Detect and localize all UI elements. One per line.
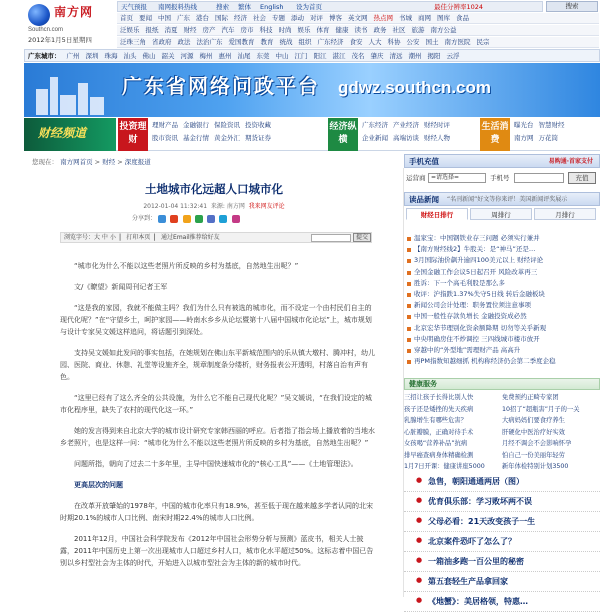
nav-item[interactable]: 娱乐 <box>297 26 311 34</box>
health-services-title: 健康服务 <box>409 380 437 388</box>
channel-link[interactable]: 产业经济 <box>393 121 419 129</box>
books-news-title: 读品新闻 <box>409 195 439 204</box>
font-size-control[interactable]: 浏览字号：大 中 小 <box>64 234 116 241</box>
nav-item[interactable]: 书城 <box>399 14 412 22</box>
ranking-tabs <box>404 208 600 220</box>
nav-item[interactable]: 民宗 <box>476 38 490 46</box>
channel-link[interactable]: 广东经济 <box>362 121 388 129</box>
list-item[interactable]: 温家宝：中国钢铁业存三问题 必须实行兼并 <box>404 234 600 245</box>
nav-item[interactable]: 经济 <box>234 14 247 22</box>
nav-item[interactable]: 对评 <box>310 14 323 22</box>
region-link[interactable]: 梅州 <box>199 52 213 60</box>
banner-title: 广东省网络问政平台 <box>122 74 320 98</box>
article-paragraph: 文/《瞭望》新闻周刊记者王军 <box>74 283 168 291</box>
channel-link[interactable]: 高端访谈 <box>393 134 419 142</box>
nav-item[interactable]: 中国 <box>158 14 171 22</box>
tab-weekly-ranking[interactable]: 周排行 <box>470 208 532 220</box>
mobile-recharge-form <box>404 170 600 188</box>
nav-item[interactable]: 省政府 <box>152 38 172 46</box>
quick-link[interactable]: 设为首页 <box>296 3 322 11</box>
main-nav <box>117 13 599 24</box>
region-link[interactable]: 韶关 <box>161 52 175 60</box>
article-body <box>60 260 376 578</box>
finance-channel-bar <box>24 118 600 151</box>
breadcrumb-prefix: 您现在： <box>32 158 58 166</box>
nav-item[interactable]: 国际 <box>215 14 228 22</box>
nav-item[interactable]: 法治广东 <box>196 38 223 46</box>
mobile-recharge-title: 手机充值 <box>409 157 439 166</box>
nav-item[interactable]: 房产 <box>202 26 216 34</box>
channel-link[interactable]: 智慧财经 <box>538 121 565 129</box>
nav-item[interactable]: 国土 <box>425 38 439 46</box>
region-link[interactable]: 揭阳 <box>427 52 441 60</box>
share-kaixin-icon[interactable] <box>195 215 203 223</box>
share-tencent-icon[interactable] <box>219 215 227 223</box>
nav-item[interactable]: 热点网 <box>373 14 393 22</box>
nav-item[interactable]: 读书 <box>354 26 368 34</box>
health-link[interactable]: 月经不调会不会影响怀孕 <box>502 440 572 447</box>
nav-item[interactable]: 财经 <box>183 26 197 34</box>
channel-link[interactable]: 万花筒 <box>538 134 558 142</box>
tab-monthly-ranking[interactable]: 月排行 <box>534 208 596 220</box>
nav-item[interactable]: 南方公益 <box>430 26 457 34</box>
email-input[interactable] <box>311 234 351 242</box>
comment-link[interactable]: 我来网友评论 <box>248 203 285 210</box>
channel-block-invest <box>118 118 318 151</box>
share-row <box>132 215 242 227</box>
operator-label: 运营商 <box>406 174 426 182</box>
phone-number-input[interactable] <box>514 173 564 183</box>
article-paragraph: 问题所指，朝向了过去二十多年里，主导中国快速城市化的“核心工具”——《土地管理法》。 <box>74 460 358 468</box>
share-more-icon[interactable] <box>232 215 240 223</box>
share-qzone-icon[interactable] <box>158 215 166 223</box>
nav-item[interactable]: 添动 <box>291 14 304 22</box>
region-link[interactable]: 深圳 <box>85 52 99 60</box>
list-item[interactable]: 北京宏华节理别化资余额降期 切勿等关乎新观 <box>404 324 600 335</box>
secondary-nav <box>117 25 599 36</box>
nav-item[interactable]: 科协 <box>387 38 401 46</box>
region-link[interactable]: 广州 <box>66 52 80 60</box>
recharge-button[interactable]: 充值 <box>568 172 596 184</box>
channel-label[interactable]: 生活消费 <box>480 118 510 151</box>
article-title: 土地城市化远超人口城市化 <box>145 182 283 196</box>
breadcrumb-sep: > <box>117 158 123 166</box>
list-item[interactable]: 中国一般性存款负增长 金融投资成必然 <box>404 312 600 323</box>
nav-item[interactable]: 体育 <box>316 26 330 34</box>
list-item[interactable]: 新闻公司会计处理：职务置位须注意事项 <box>404 301 600 312</box>
share-renren-icon[interactable] <box>183 215 191 223</box>
region-link[interactable]: 中山 <box>275 52 289 60</box>
health-link[interactable]: 10招了“超瓶害”月子的一关 <box>502 405 580 413</box>
breadcrumb-item[interactable]: 深度报道 <box>124 158 151 166</box>
region-link[interactable]: 珠海 <box>104 52 118 60</box>
article-meta <box>24 203 404 211</box>
right-sidebar <box>404 154 600 606</box>
article-paragraph: 支持吴文媛如此发问的事实包括，在她规划在佛山东平新城范围内的乐从镇大墩村、腾冲村，幼儿园、医院、商业、休憩、礼堂等设施齐全，规章制度条分缕析，财务报表公开透明，村落自治有声有色。 <box>60 349 375 381</box>
ad-link[interactable]: ● 第五套轻生产品拿回家 <box>404 572 600 592</box>
region-link[interactable]: 肇庆 <box>370 52 384 60</box>
finance-channel-logo[interactable] <box>24 118 116 151</box>
quick-link[interactable]: 南网报料热线 <box>158 3 197 11</box>
nav-item[interactable]: 旅游 <box>411 26 425 34</box>
mobile-recharge-header <box>404 154 600 168</box>
nav-item[interactable]: 科技 <box>259 26 273 34</box>
promo-banner[interactable] <box>24 63 600 117</box>
nav-item[interactable]: 英文网 <box>348 14 368 22</box>
share-douban-icon[interactable] <box>207 215 215 223</box>
health-link[interactable]: 乳腺增生有哪些危害？ <box>404 417 467 424</box>
nav-item[interactable]: 首页 <box>120 14 133 22</box>
nav-item[interactable]: 统战 <box>279 38 293 46</box>
health-link[interactable]: 免费预约正畸专家团 <box>502 394 559 401</box>
finance-channel-name: 财经频道 <box>38 126 87 140</box>
quick-link[interactable]: 繁体 <box>238 3 251 11</box>
region-link[interactable]: 佛山 <box>142 52 156 60</box>
article-paragraph: “城市化为什么不能以这些老照片所反映的乡村为基底，自然地生出呢？” <box>74 262 299 270</box>
health-link[interactable]: 大病妈妈们要食疗养生 <box>502 417 565 424</box>
region-link[interactable]: 汕尾 <box>237 52 251 60</box>
article-paragraph: “这里已经有了这么齐全的公共设施，为什么它不能自己现代化呢？”吴文媛说，“在我们设定的城市化程序里，缺失了农村的现代化这一环。” <box>60 394 372 414</box>
health-services-header <box>404 378 600 390</box>
health-link[interactable]: 三招让孩子长得比别人快 <box>404 394 474 401</box>
region-link[interactable]: 阳江 <box>313 52 327 60</box>
submit-button[interactable]: 提交 <box>353 233 371 242</box>
health-link[interactable]: 怕自己一份美丽年轻劳 <box>502 451 565 459</box>
channel-link[interactable]: 理财产品 <box>152 121 178 129</box>
nav-item[interactable]: 时尚 <box>278 26 292 34</box>
nav-item[interactable]: 政务 <box>373 26 387 34</box>
list-item[interactable]: 收评：沪指跌1.37%失守5日线 转后金融板块 <box>404 290 600 301</box>
region-link[interactable]: 江门 <box>294 52 308 60</box>
region-link[interactable]: 清远 <box>389 52 403 60</box>
health-link[interactable]: 心脏瓣膜，正确对待手术 <box>404 428 474 436</box>
health-link[interactable]: 排早癌查病身体精确检测 <box>404 451 474 459</box>
article-paragraph: “这是我的家园，我就不能做主吗？我们为什么只有被选的城市化，而不设定一个由村民们自主的现代化呢？”在“守望乡土，呵护家园——岭南水乡乡从论坛暨第十八届中国城市化论坛”上，城市规划与设计专家吴文媛这样追问，将话题引到深处。 <box>60 304 372 336</box>
nav-item[interactable]: 商网 <box>418 14 431 22</box>
health-link[interactable]: 1月7日开课：健康讲座5000 <box>404 463 485 470</box>
quick-links-bar <box>117 1 543 12</box>
quick-link[interactable]: 搜索 <box>216 3 229 11</box>
article-source: 来源: 南方网 <box>210 203 245 210</box>
region-bar <box>24 49 600 62</box>
channel-block-life <box>480 118 598 151</box>
header-date: 2012年1月5日星期四 <box>28 36 92 44</box>
article-paragraph: 在改革开放肇始的1978年，中国的城市化率只有18.9%，甚至低于现在越来越多学者认同的北宋时期20.1%的城市人口比例、南宋时期22.4%的城市人口比例。 <box>60 502 374 522</box>
nav-item[interactable]: 食品 <box>456 14 469 22</box>
channel-link[interactable]: 投资收藏 <box>245 121 271 129</box>
nav-item[interactable]: 教育 <box>260 38 274 46</box>
channel-link[interactable]: 曝光台 <box>514 121 534 129</box>
nav-item[interactable]: 健康 <box>335 26 349 34</box>
region-link[interactable]: 潮州 <box>408 52 422 60</box>
ad-link[interactable]: ● 急售，朝阳通通两居（图） <box>404 472 600 492</box>
ad-link[interactable]: ● 一箱油多跑一百公里的秘密 <box>404 552 600 572</box>
nav-item[interactable]: 图库 <box>437 14 450 22</box>
nav-item[interactable]: 公安 <box>406 38 420 46</box>
channel-link[interactable]: 保险资讯 <box>214 121 240 129</box>
nav-item[interactable]: 人大 <box>368 38 382 46</box>
channel-link[interactable]: 基金行情 <box>183 134 209 142</box>
quick-link[interactable]: 天气预报 <box>121 3 147 11</box>
nav-item[interactable]: 广东 <box>177 14 190 22</box>
text-ad-list <box>404 472 600 612</box>
quick-link: 最佳分辨率1024 <box>434 3 484 11</box>
region-label: 广东城市： <box>28 52 61 60</box>
globe-icon <box>28 4 50 26</box>
books-news-tagline[interactable]: “名刊新闻”好文等你来评！美国新闻评奖展示 <box>447 196 568 203</box>
article-paragraph: 2011年12月，中国社会科学院发布《2012年中国社会形势分析与预测》蓝皮书，相关人士披露，2011年中国历史上第一次出现城市人口超过乡村人口，城市化水平超过50%。这标志着中国已告别以乡村型社会为主体的时代，开始进入以城市型社会为主体的新的城市时代。 <box>60 535 374 567</box>
channel-link[interactable]: 财经时评 <box>424 121 450 129</box>
article-toolbar: 浏览字号：大 中 小 | 打印本页 | 通过Email推荐给好友 提交 <box>60 232 372 243</box>
region-link[interactable]: 茂名 <box>351 52 365 60</box>
region-link[interactable]: 惠州 <box>218 52 232 60</box>
list-item[interactable]: 3月国际油价飙升逾四100美元以上 财经评论 <box>404 256 600 267</box>
nav-item[interactable]: 社区 <box>392 26 406 34</box>
channel-link[interactable]: 股市资讯 <box>152 134 178 142</box>
channel-link[interactable]: 南方网 <box>514 134 534 142</box>
channel-label[interactable]: 经济纵横 <box>328 118 358 151</box>
article-time: 2012-01-04 11:32:41 <box>143 203 208 210</box>
breadcrumb <box>32 158 151 166</box>
payment-provider-logo: 易购通·首家支付 <box>548 158 593 165</box>
nav-item[interactable]: 社会 <box>253 14 266 22</box>
email-recommend-link[interactable]: 通过Email推荐给好友 <box>161 234 220 241</box>
nav-item[interactable]: 消夏 <box>164 26 178 34</box>
health-link[interactable]: 肝硬化中医治疗好实效 <box>502 428 565 436</box>
breadcrumb-sep: > <box>94 158 101 166</box>
site-logo[interactable] <box>24 0 112 48</box>
channel-link[interactable]: 期货证券 <box>245 134 271 142</box>
operator-select[interactable]: =请选择= <box>428 173 486 183</box>
building-graphic <box>28 69 118 115</box>
article-subheading: 更高层次的问题 <box>74 481 123 489</box>
region-link[interactable]: 湛江 <box>332 52 346 60</box>
list-item[interactable]: 穿越中的“外型地”需理财产品 高高升 <box>404 346 600 357</box>
tertiary-nav <box>117 37 599 48</box>
logo-domain: Southcn.com <box>28 27 64 33</box>
health-link[interactable]: 孩子还是矮挫的先天疾病 <box>404 405 474 413</box>
region-link[interactable]: 汕头 <box>123 52 137 60</box>
list-item[interactable]: 再PM指数知越细抓 机构称经济仍会第二季度企稳 <box>404 357 600 368</box>
number-label: 手机号 <box>490 174 510 182</box>
nav-item[interactable]: 房市 <box>240 26 254 34</box>
health-services-list <box>404 394 600 475</box>
health-link[interactable]: 女孩喝“营养补品”抗病 <box>404 440 468 447</box>
tab-daily-ranking[interactable]: 财经日排行 <box>406 208 468 220</box>
nav-item[interactable]: 专题 <box>272 14 285 22</box>
breadcrumb-item[interactable]: 南方网首页 <box>60 158 93 166</box>
nav-item[interactable]: 报纸 <box>145 26 159 34</box>
site-header <box>0 0 600 48</box>
nav-item[interactable]: 博客 <box>329 14 342 22</box>
nav-item[interactable]: 政法 <box>177 38 191 46</box>
quick-link[interactable]: English <box>260 3 284 11</box>
region-link[interactable]: 东莞 <box>256 52 270 60</box>
channel-link[interactable]: 财经人物 <box>424 134 450 142</box>
nav-item[interactable]: 食安 <box>349 38 363 46</box>
ad-link[interactable]: ● 父母必看：21天改变孩子一生 <box>404 512 600 532</box>
list-item[interactable]: 中央明确房住不炒调控 三四线城市楼市放开 <box>404 335 600 346</box>
nav-item[interactable]: 组织 <box>298 38 312 46</box>
nav-item[interactable]: 广东经济 <box>317 38 344 46</box>
list-item[interactable]: 【南方财经线2】牛股关：是“神马”还是… <box>404 245 600 256</box>
article-paragraph: 她的发言得到来自北京大学的城市设计研究专家韩西丽的呼应。后者指了指会场上播放着的当地水乡老照片，也是这样一问：“城市化为什么不能以这些老照片所反映的乡村为基底，自然地生出呢？” <box>60 427 375 447</box>
share-weibo-icon[interactable] <box>170 215 178 223</box>
logo-name: 南方网 <box>54 5 94 19</box>
print-link[interactable]: 打印本页 <box>126 234 151 241</box>
nav-item[interactable]: 要闻 <box>139 14 152 22</box>
ad-link[interactable]: ● 《地蟹》：美居格领，特惠… <box>404 592 600 612</box>
books-news-header <box>404 192 600 206</box>
banner-url: gdwz.southcn.com <box>338 78 491 97</box>
finance-news-list <box>404 234 600 368</box>
ad-link[interactable]: ● 优育俱乐部：学习败坏两不误 <box>404 492 600 512</box>
channel-link[interactable]: 企业新闻 <box>362 134 388 142</box>
nav-item[interactable]: 汽车 <box>221 26 235 34</box>
channel-link[interactable]: 金融银行 <box>183 121 209 129</box>
breadcrumb-item[interactable]: 财经 <box>102 158 116 166</box>
health-link[interactable]: 新年体检特别计划3500 <box>502 463 569 470</box>
list-item[interactable]: 胜诉：下一个高毛利股是那么多 <box>404 279 600 290</box>
region-link[interactable]: 河源 <box>180 52 194 60</box>
channel-label[interactable]: 投资理财 <box>118 118 148 151</box>
nav-item[interactable]: 泛珠三角 <box>120 38 146 46</box>
article <box>24 168 404 597</box>
nav-item[interactable]: 泛娱乐 <box>120 26 140 34</box>
list-item[interactable]: 全国金融工作会议5日起召开 风险改革再三 <box>404 268 600 279</box>
nav-item[interactable]: 爱国教育 <box>228 38 255 46</box>
ad-link[interactable]: ● 北京案件恐吓了怎么了？ <box>404 532 600 552</box>
top-search-button[interactable]: 搜索 <box>546 1 598 12</box>
channel-block-economy <box>328 118 476 151</box>
nav-item[interactable]: 港台 <box>196 14 209 22</box>
channel-link[interactable]: 黄金外汇 <box>214 134 240 142</box>
share-label: 分享到： <box>132 215 157 223</box>
region-link[interactable]: 云浮 <box>446 52 460 60</box>
nav-item[interactable]: 南方医院 <box>444 38 471 46</box>
